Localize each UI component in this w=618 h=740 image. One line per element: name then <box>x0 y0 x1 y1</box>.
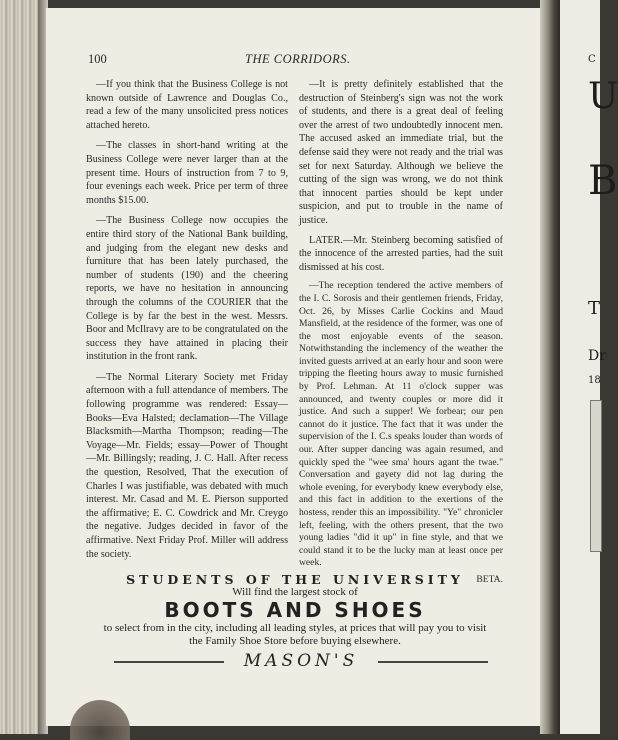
paragraph-reception: —The reception tendered the active members of the I. C. Sorosis and their gentlemen friends, Friday, Oct. 26, by Misses Carlie Cockins and Maud Mansfield, at the residence of the former, was one of the most enjoyable events of the season. Notwithstanding the inclemency of the weather the invited guests arrived at an early hour and soon were tripping the fleeting hours away to music furnished by Prof. Lehman. At 11 o'clock supper was announced, and twenty couples or more did it justice. And such a supper! We forbear; our pen cannot do it justice. The fact that it was under the supervision of the I. C.s speaks louder than words of our. After supper dancing was again resumed, and quickly sped the "wee sma' hours agant the twae." Conversation and gayety did not lag during the whole evening, for everybody knew everybody else, and this fact in addition to the exertions of the hostess, render this an impossibility. "Ye" chronicler left, feeling, with the others present, that the two young ladies "did it up" in fine style, and that we could stand it to be the lucky man at least once per week. <box>299 280 503 569</box>
later-text: —Mr. Steinberg becoming satisfied of the innocence of the arrested parties, had the suit dismissed at his cost. <box>299 234 503 273</box>
paragraph-college-location: —The Business College now occupies the entire third story of the National Bank building, and judging from the elegant new desks and furniture that has been lately purchased, the number of students (190) and the cheering reports, we have no hesitation in announcing through the columns of the COURIER that the College is by far the best in the west. Messrs. Boor and McIlravy are to be congratulated on the success they have attained in placing their institution in the front rank. <box>86 215 288 363</box>
later-label: LATER. <box>309 234 343 246</box>
adjacent-page-fragment: B <box>588 158 618 204</box>
paragraph-steinberg-sign: —It is pretty definitely established that the destruction of Steinberg's sign was not the work of students, and there is a great deal of feeling over the arrest of two undoubtedly innocent men. The accused asked an immediate trial, but the defense said they were not ready and the trial was set for next Saturday. Although we believe the cutting of the sign was wrong, we do not think that innocent parties should be kept under suspicion, and put to trouble in the name of justice. <box>299 79 503 226</box>
right-column <box>299 78 503 587</box>
paragraph-literary-society: —The Normal Literary Society met Friday afternoon with a full attendance of members. The following programme was rendered: Essay—Books—Eva Halsted; declamation—The Village Blacksmith—Martha Thompson; reading—The Voyage—Mr. Fields; essay—Power of Thought—Mr. Billingsly; reading, J. C. Hall. After recess the question, Resolved, That the execution of Charles I was justifiable, was debated with much interest. Mr. Casad and M. E. Pierson supported the affirmative; E. C. Cowdrick and Mr. Creygo the negative. Judges decided in favor of the affirmative. Next Friday Prof. Miller will address the society. <box>86 371 288 560</box>
adjacent-page-illustration <box>590 400 602 552</box>
shoe-store-advertisement <box>86 572 504 672</box>
adjacent-page-fragment: 18 <box>588 375 601 386</box>
paragraph-business-college-known: —If you think that the Business College is not known outside of Lawrence and Douglas Co., read a few of the many unsolicited press notices attached hereto. <box>86 79 288 131</box>
ad-store-row <box>86 650 504 672</box>
page-edge-shadow <box>540 0 560 734</box>
ad-headline: STUDENTS OF THE UNIVERSITY <box>126 572 464 587</box>
signature: BETA. <box>476 573 503 585</box>
ad-rule-right <box>378 661 488 663</box>
adjacent-page-fragment: U <box>588 76 618 117</box>
paragraph-shorthand-classes: —The classes in short-hand writing at the Business College were never larger than at the present time. Hours of instruction from 7 to 9, four evenings each week. Price per term of three months $15.00. <box>86 140 288 206</box>
ad-line-4: to select from in the city, including all leading styles, at prices that will pay you to visit <box>103 622 487 634</box>
page-number: 100 <box>88 52 107 66</box>
ad-product: BOOTS AND SHOES <box>164 598 426 622</box>
adjacent-page-fragment: Dr <box>588 348 606 364</box>
ad-rule-left <box>114 661 224 663</box>
running-title: THE CORRIDORS. <box>245 52 351 66</box>
paragraph-later <box>299 234 503 275</box>
adjacent-page-fragment: T <box>588 298 601 319</box>
ad-line-2: Will find the largest stock of <box>232 586 358 598</box>
left-column <box>86 78 288 568</box>
ad-line-5: the Family Shoe Store before buying elsewhere. <box>189 635 401 647</box>
adjacent-page-fragment: C <box>588 54 596 65</box>
ad-store-name: MASON'S <box>243 651 359 671</box>
